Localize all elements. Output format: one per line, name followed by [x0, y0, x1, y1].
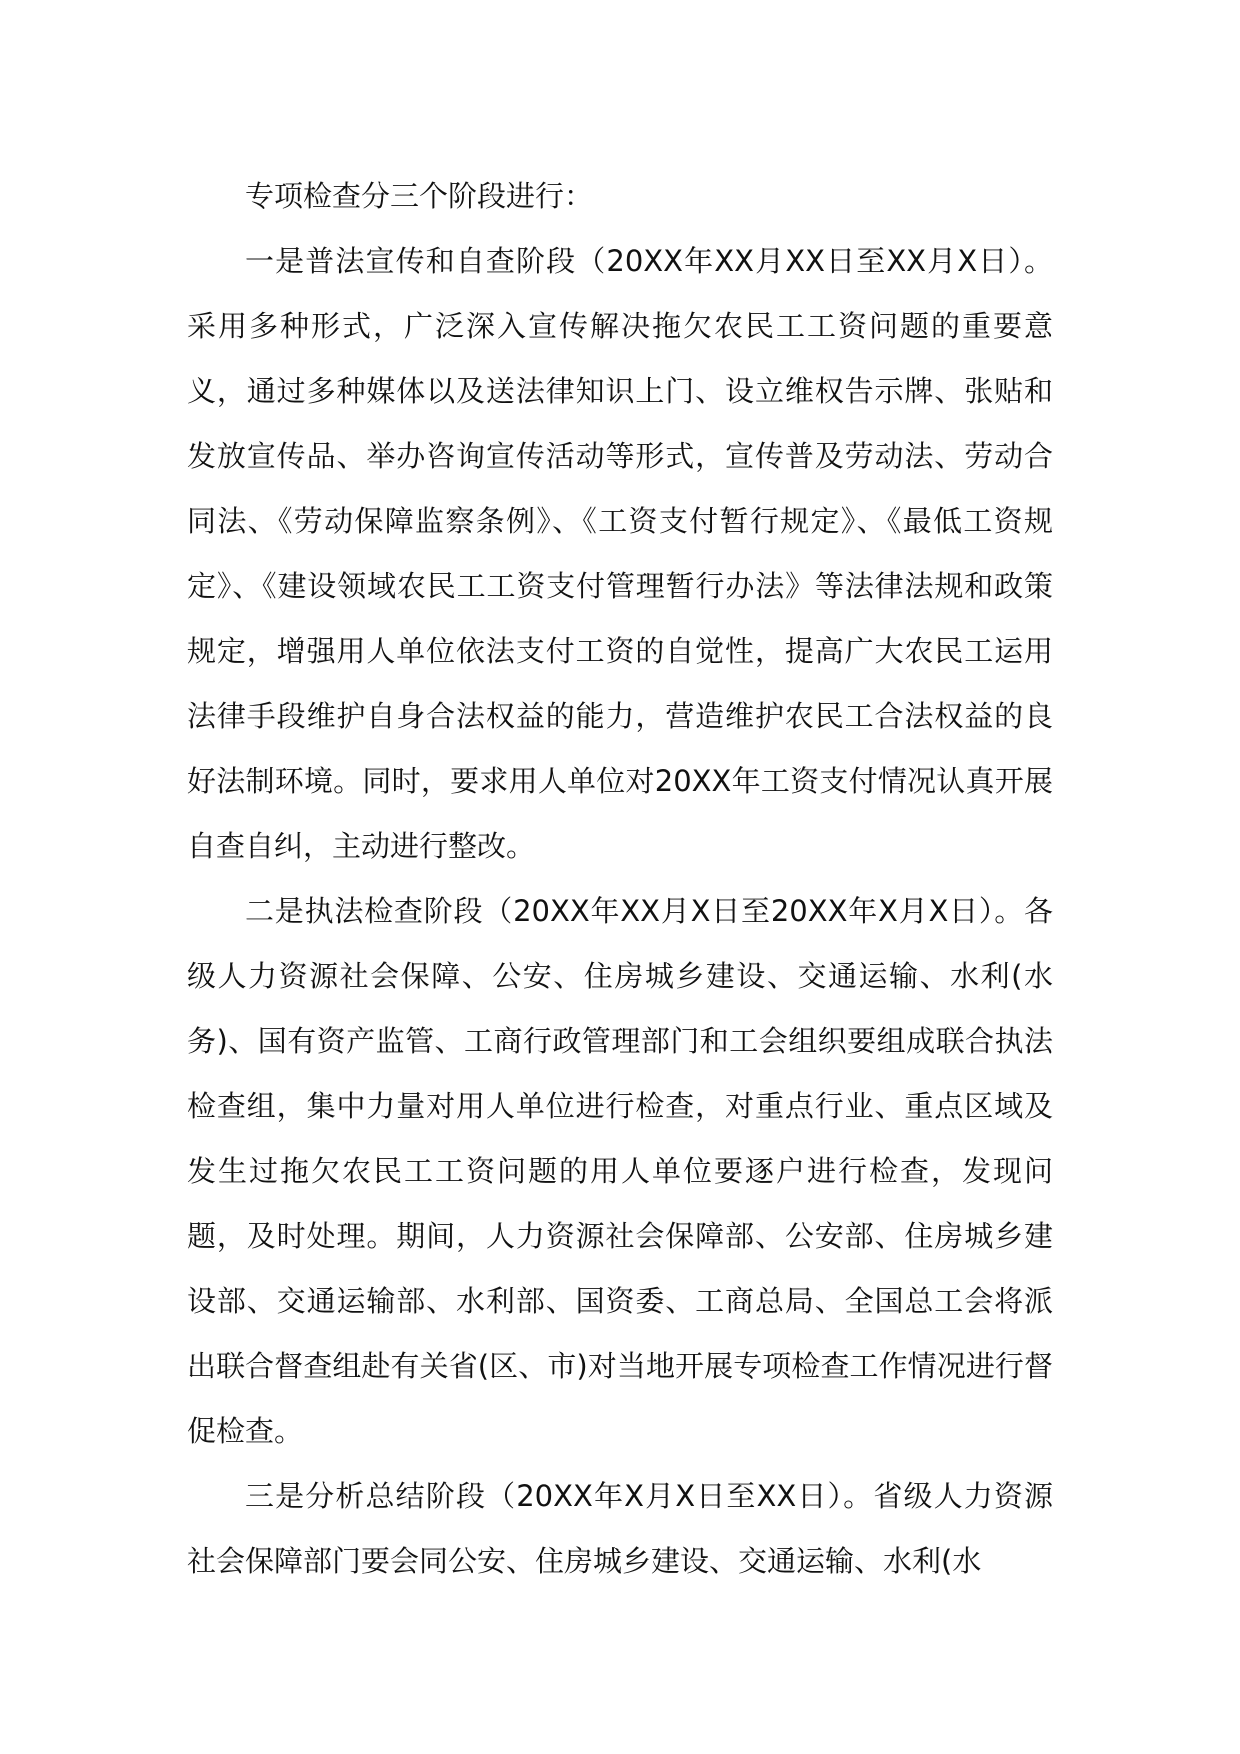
paragraph-intro: 专项检查分三个阶段进行：: [245, 179, 594, 213]
document-body: [187, 164, 1053, 1594]
paragraph-stage-three: 三是分析总结阶段（20XX年X月X日至XX日）。省级人力资源社会保障部门要会同公安、住房城乡建设、交通运输、水利(水: [187, 1479, 1053, 1578]
paragraph-stage-one: 一是普法宣传和自查阶段（20XX年XX月XX日至XX月X日）。采用多种形式，广泛深入宣传解决拖欠农民工工资问题的重要意义，通过多种媒体以及送法律知识上门、设立维权告示牌、张贴和发放宣传品、举办咨询宣传活动等形式，宣传普及劳动法、劳动合同法、《劳动保障监察条例》、《工资支付暂行规定》、《最低工资规定》、《建设领域农民工工资支付管理暂行办法》等法律法规和政策规定，增强用人单位依法支付工资的自觉性，提高广大农民工运用法律手段维护自身合法权益的能力，营造维护农民工合法权益的良好法制环境。同时，要求用人单位对20XX年工资支付情况认真开展自查自纠，主动进行整改。: [187, 244, 1053, 863]
paragraph-stage-two: 二是执法检查阶段（20XX年XX月X日至20XX年X月X日）。各级人力资源社会保障、公安、住房城乡建设、交通运输、水利(水务)、国有资产监管、工商行政管理部门和工会组织要组成联合执法检查组，集中力量对用人单位进行检查，对重点行业、重点区域及发生过拖欠农民工工资问题的用人单位要逐户进行检查，发现问题，及时处理。期间，人力资源社会保障部、公安部、住房城乡建设部、交通运输部、水利部、国资委、工商总局、全国总工会将派出联合督查组赴有关省(区、市)对当地开展专项检查工作情况进行督促检查。: [187, 894, 1053, 1448]
